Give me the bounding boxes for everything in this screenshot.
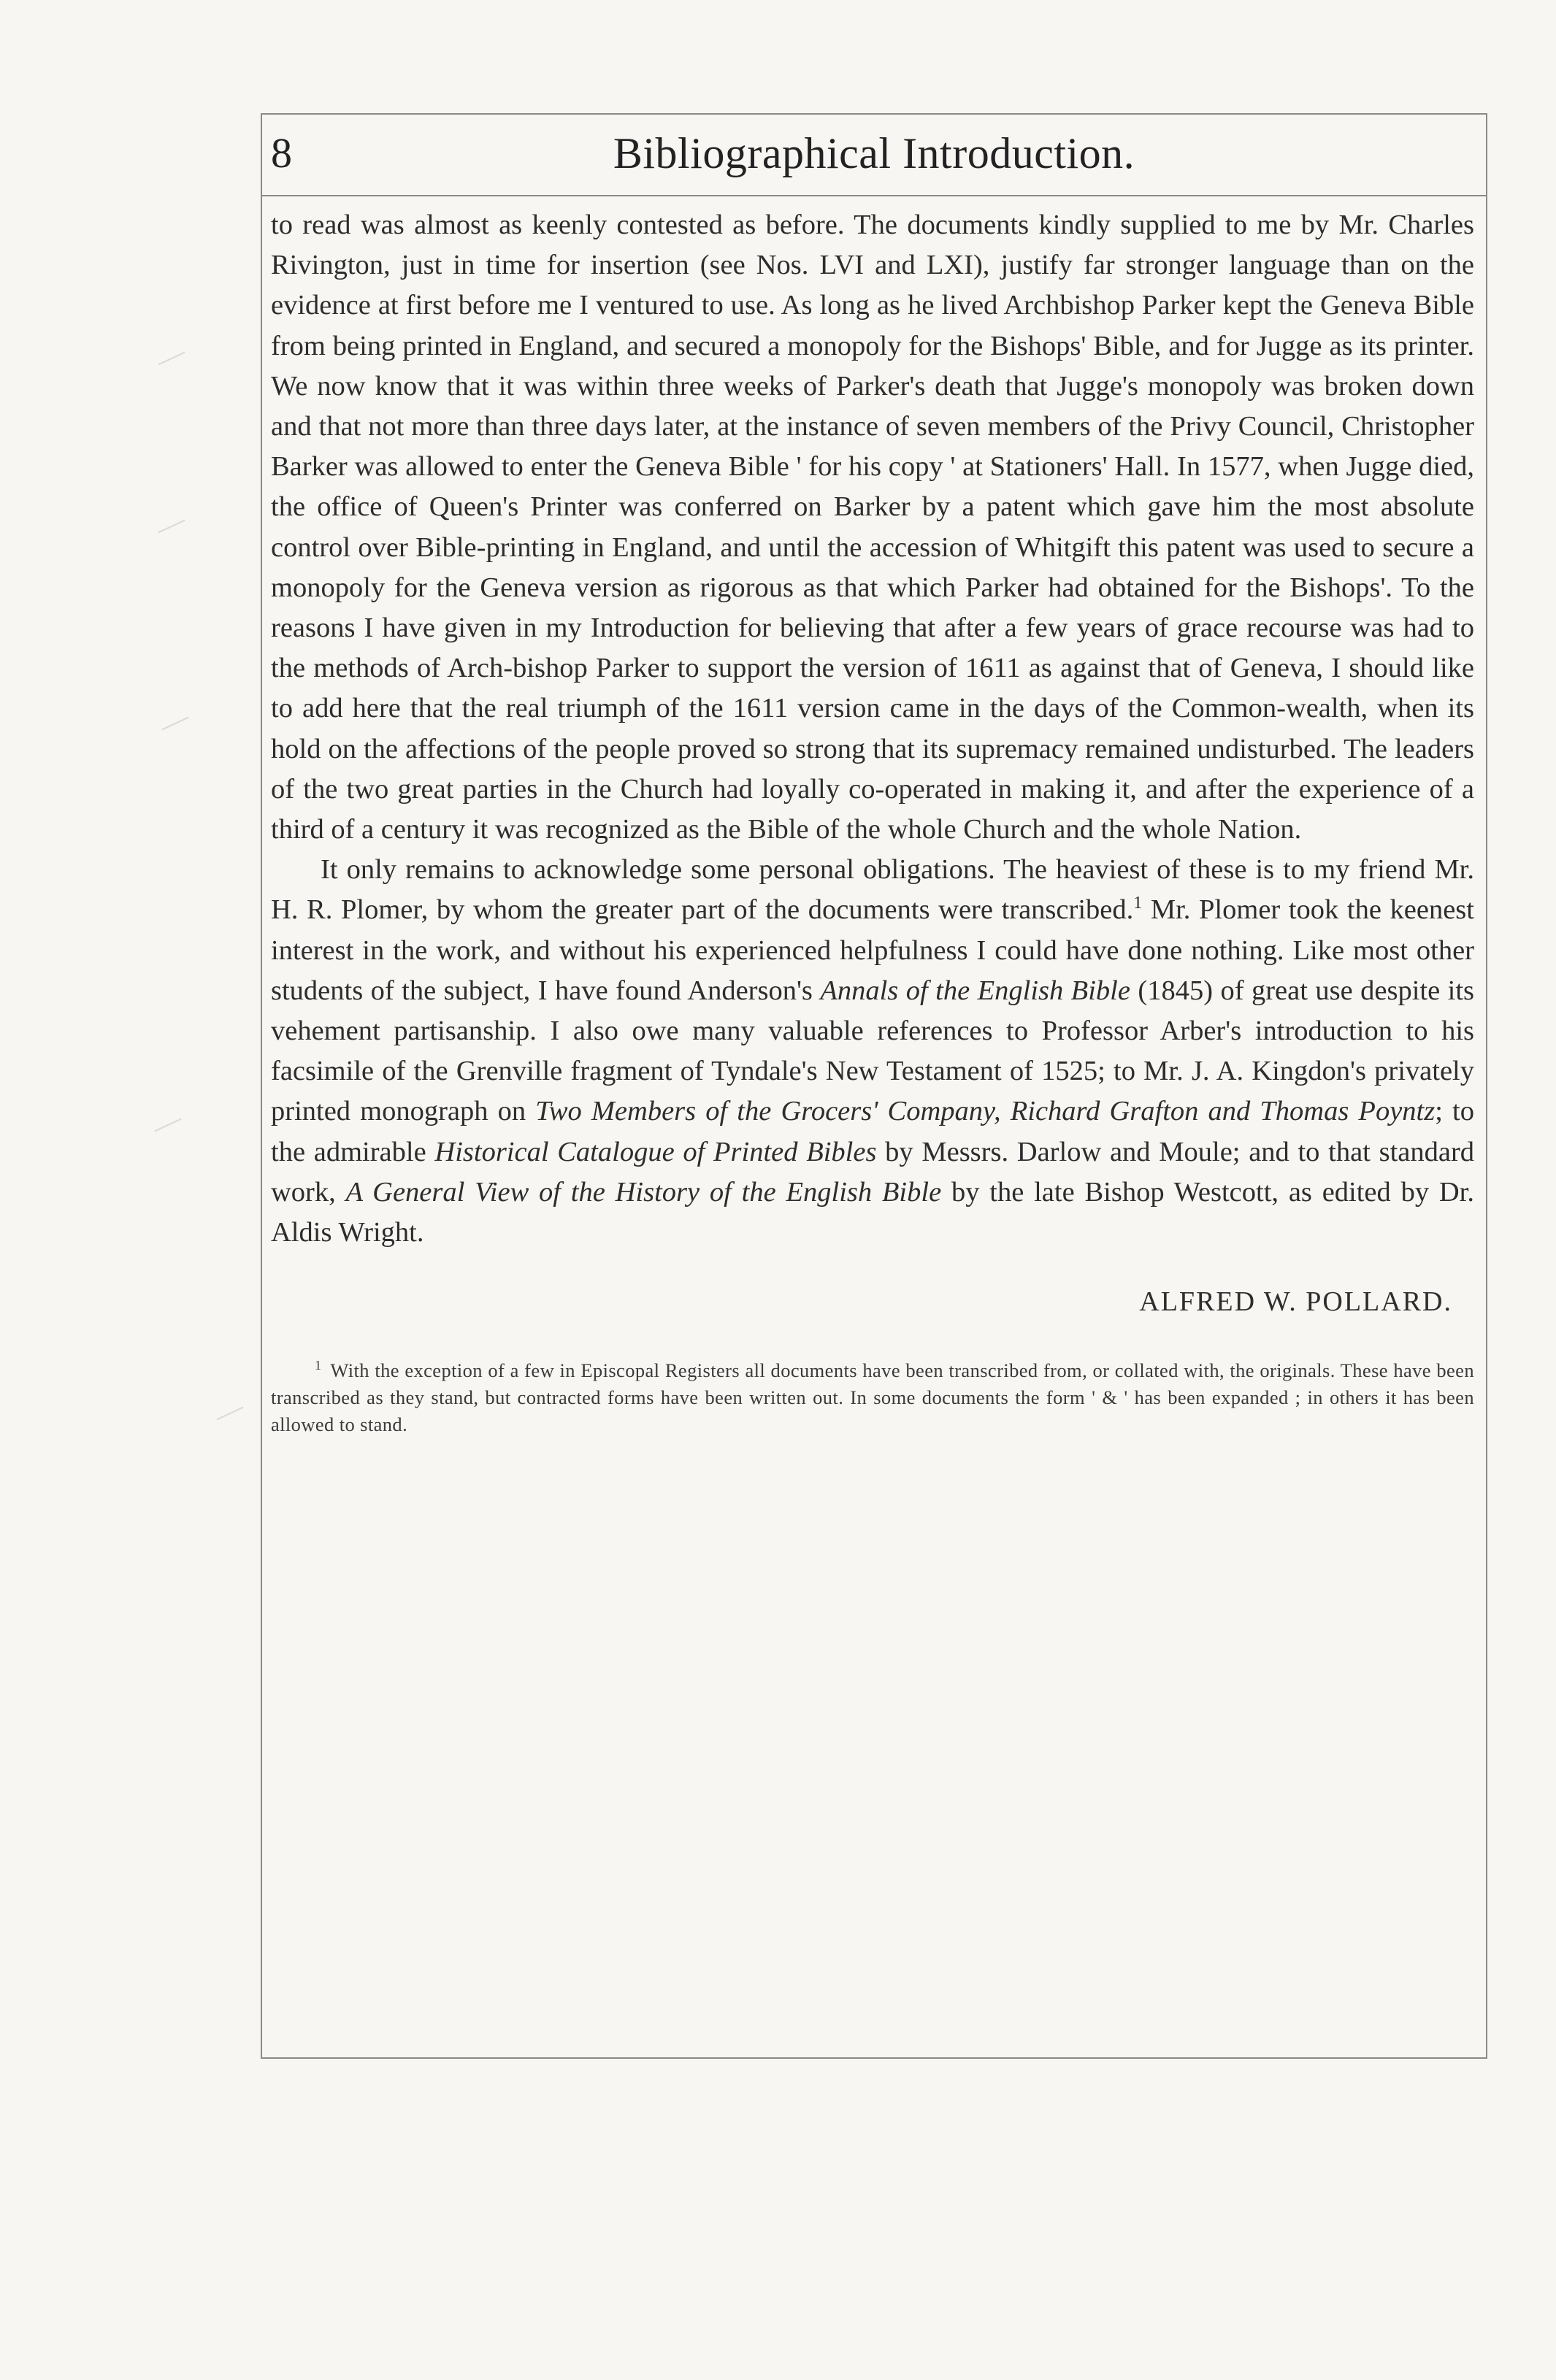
footnote-number: 1 — [315, 1358, 322, 1373]
page-number: 8 — [271, 129, 292, 177]
paragraph-2-text-a: Mr. Plomer took the keenest interest in the work, and without his experienced helpfulness I could have done nothing. Like most other students of the subject, I have found Anderson's — [271, 894, 1474, 1006]
page-frame — [261, 113, 1487, 2059]
footnote — [271, 1357, 1474, 1438]
book-title-general-view: A General View of the History of the English Bible — [345, 1176, 942, 1208]
paragraph-2-text-b: (1845) of great use despite its vehement partisanship. I also owe many valuable references to Professor Arber's introduction to his facsimile of the Grenville fragment of Tyndale's New Testament of 1525; to Mr. J. A. Kingdon's privately printed monograph on — [271, 975, 1474, 1127]
margin-mark — [158, 520, 185, 534]
margin-mark — [161, 717, 188, 731]
book-title-annals: Annals of the English Bible — [820, 975, 1130, 1006]
paragraph-2 — [271, 850, 1474, 1253]
footnote-reference: 1 — [1133, 894, 1143, 913]
page-title: Bibliographical Introduction. — [613, 129, 1135, 177]
author-signature: ALFRED W. POLLARD. — [1139, 1286, 1452, 1318]
paragraph-1: to read was almost as keenly contested as before. The documents kindly supplied to me by Mr. Charles Rivington, just in time for insertion (see Nos. LVI and LXI), justify far stronger language than on the evidence at first before me I ventured to use. As long as he lived Archbishop Parker kept the Geneva Bible from being printed in England, and secured a monopoly for the Bishops' Bible, and for Jugge as its printer. We now know that it was within three weeks of Parker's death that Jugge's monopoly was broken down and that not more than three days later, at the instance of seven members of the Privy Council, Christopher Barker was allowed to enter the Geneva Bible ' for his copy ' at Stationers' Hall. In 1577, when Jugge died, the office of Queen's Printer was conferred on Barker by a patent which gave him the most absolute control over Bible-printing in England, and until the accession of Whitgift this patent was used to secure a monopoly for the Geneva version as rigorous as that which Parker had obtained for the Bishops'. To the reasons I have given in my Introduction for believing that after a few years of grace recourse was had to the methods of Arch-bishop Parker to support the version of 1611 as against that of Geneva, I should like to add here that the real triumph of the 1611 version came in the days of the Common-wealth, when its hold on the affections of the people proved so strong that its supremacy remained undisturbed. The leaders of the two great parties in the Church had loyally co-operated in making it, and after the experience of a third of a century it was recognized as the Bible of the whole Church and the whole Nation. — [271, 210, 1474, 845]
running-head — [262, 115, 1486, 196]
paragraph-2-text-d: by Messrs. Darlow and Moule; and to that standard work, — [271, 1136, 1475, 1208]
footnote-text: With the exception of a few in Episcopal Registers all documents have been transcribed from, or collated with, the originals. These have been transcribed as they stand, but contracted forms have been written out. In some documents the form ' & ' has been expanded ; in others it has been allowed to stand. — [271, 1359, 1474, 1436]
paragraph-2-text-c: ; to the admirable — [271, 1096, 1474, 1167]
body-text — [271, 205, 1474, 1438]
book-title-historical-catalogue: Historical Catalogue of Printed Bibles — [434, 1136, 877, 1167]
book-title-two-members: Two Members of the Grocers' Company, Richard Grafton and Thomas Poyntz — [535, 1096, 1436, 1127]
margin-mark — [154, 1118, 181, 1132]
paragraph-2-text-e: by the late Bishop Westcott, as edited by Dr. Aldis Wright. — [271, 1176, 1474, 1248]
margin-mark — [216, 1407, 243, 1421]
paragraph-2-intro: It only remains to acknowledge some personal obligations. The heaviest of these is to my friend Mr. H. R. Plomer, by whom the greater part of the documents were transcribed. — [271, 854, 1474, 926]
margin-mark — [158, 352, 185, 366]
